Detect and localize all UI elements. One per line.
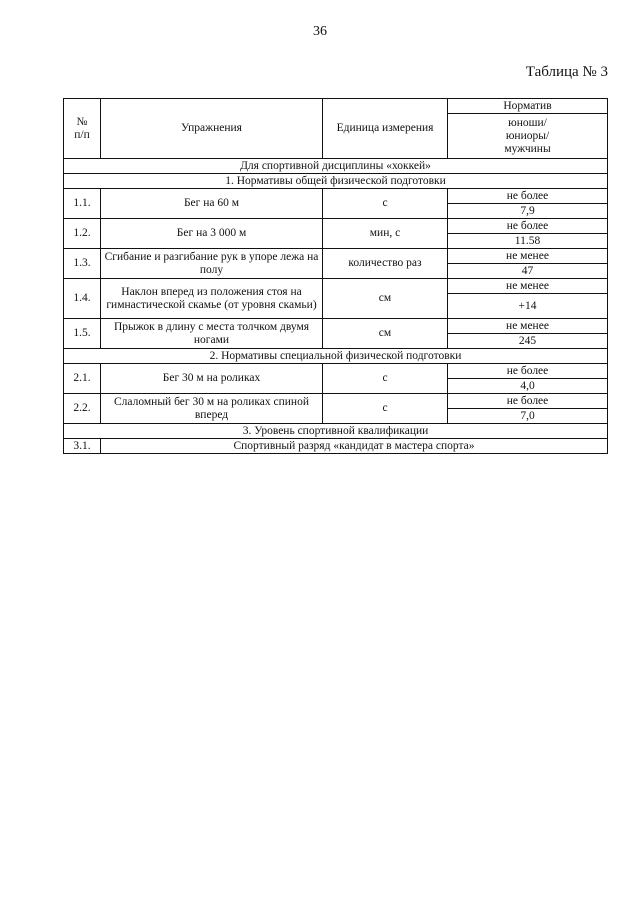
table-row: [64, 439, 608, 454]
row-num: 1.3.: [64, 249, 101, 279]
table-row: [64, 394, 608, 409]
table-row: [64, 364, 608, 379]
row-value: +14: [448, 294, 608, 319]
row-exercise: Наклон вперед из положения стоя на гимнастической скамье (от уровня скамьи): [101, 279, 323, 319]
section-row: [64, 424, 608, 439]
header-exercise: Упражнения: [101, 99, 323, 159]
row-num: 2.2.: [64, 394, 101, 424]
row-num: 1.4.: [64, 279, 101, 319]
row-num: 1.5.: [64, 319, 101, 349]
section-title: 2. Нормативы специальной физической подготовки: [64, 349, 608, 364]
row-qualifier: не более: [448, 364, 608, 379]
row-unit: мин, с: [323, 219, 448, 249]
row-num: 1.2.: [64, 219, 101, 249]
header-norm: Норматив: [448, 99, 608, 114]
header-num: № п/п: [64, 99, 101, 159]
row-unit: с: [323, 189, 448, 219]
row-exercise: Бег на 60 м: [101, 189, 323, 219]
header-unit: Единица измерения: [323, 99, 448, 159]
row-qualifier: не более: [448, 219, 608, 234]
row-exercise: Сгибание и разгибание рук в упоре лежа на полу: [101, 249, 323, 279]
row-value: 245: [448, 334, 608, 349]
row-exercise: Прыжок в длину с места толчком двумя ногами: [101, 319, 323, 349]
row-unit: с: [323, 364, 448, 394]
table-row: [64, 219, 608, 234]
row-exercise: Бег на 3 000 м: [101, 219, 323, 249]
row-qualifier: не менее: [448, 319, 608, 334]
header-row: [64, 99, 608, 114]
row-unit: см: [323, 319, 448, 349]
row-qualifier: не более: [448, 394, 608, 409]
row-value: 4,0: [448, 379, 608, 394]
row-value: 11.58: [448, 234, 608, 249]
header-group: юноши/ юниоры/ мужчины: [448, 114, 608, 159]
discipline-title: Для спортивной дисциплины «хоккей»: [64, 159, 608, 174]
row-qualifier: не менее: [448, 279, 608, 294]
row-unit: см: [323, 279, 448, 319]
row-qualifier: не менее: [448, 249, 608, 264]
row-exercise: Слаломный бег 30 м на роликах спиной вперед: [101, 394, 323, 424]
section-row: [64, 349, 608, 364]
row-num: 3.1.: [64, 439, 101, 454]
section-title: 1. Нормативы общей физической подготовки: [64, 174, 608, 189]
table-row: [64, 189, 608, 204]
row-text: Спортивный разряд «кандидат в мастера спорта»: [101, 439, 608, 454]
row-value: 7,0: [448, 409, 608, 424]
section-row: [64, 174, 608, 189]
page-number: 36: [313, 24, 327, 39]
row-num: 2.1.: [64, 364, 101, 394]
table-caption: Таблица № 3: [525, 64, 608, 80]
row-unit: количество раз: [323, 249, 448, 279]
table-row: [64, 319, 608, 334]
row-exercise: Бег 30 м на роликах: [101, 364, 323, 394]
table-row: [64, 279, 608, 294]
row-unit: с: [323, 394, 448, 424]
row-num: 1.1.: [64, 189, 101, 219]
table-row: [64, 249, 608, 264]
row-qualifier: не более: [448, 189, 608, 204]
row-value: 47: [448, 264, 608, 279]
norms-table: [63, 98, 608, 454]
row-value: 7,9: [448, 204, 608, 219]
section-title: 3. Уровень спортивной квалификации: [64, 424, 608, 439]
discipline-row: [64, 159, 608, 174]
